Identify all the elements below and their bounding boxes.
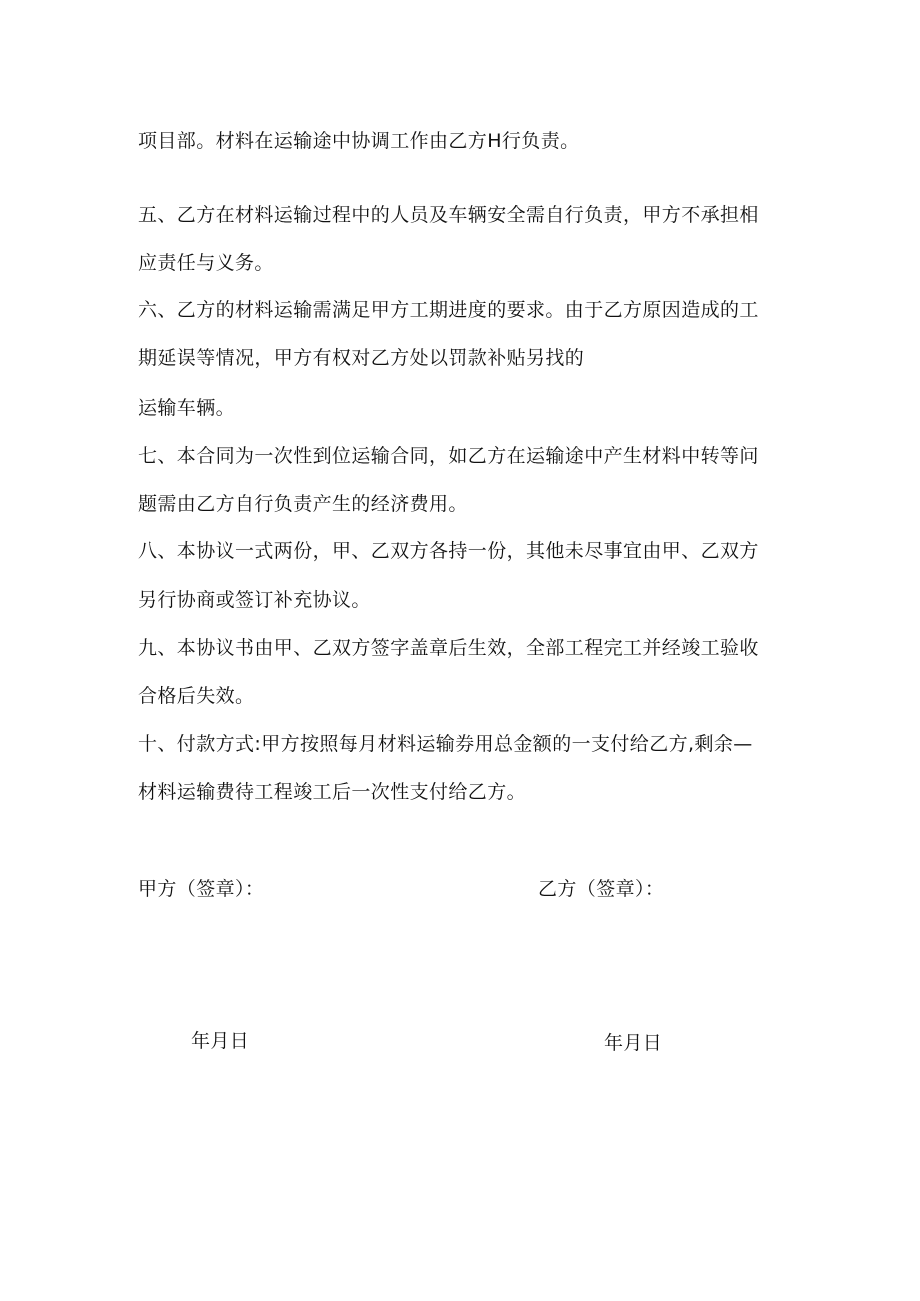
clause-6-line-3: 运输车辆。 [138,397,236,419]
clause-10-line-1: 十、付款方式:甲方按照每月材料运输券用总金额的一支付给乙方,剩余— [138,733,753,755]
clause-8-line-1: 八、本协议一式两份，甲、乙双方各持一份，其他未尽事宜由甲、乙双方 [138,540,759,562]
clause-7-line-2: 题需由乙方自行负责产生的经济费用。 [138,493,468,515]
clause-9-line-1: 九、本协议书由甲、乙双方签字盖章后生效，全部工程完工并经竣工验收 [138,637,759,659]
clause-10-line-2: 材料运输费待工程竣工后一次性支付给乙方。 [138,781,527,803]
clause-6-line-1: 六、乙方的材料运输需满足甲方工期进度的要求。由于乙方原因造成的工 [138,299,759,321]
party-b-signature-label: 乙方（签章）： [538,878,665,900]
clause-5-line-2: 应责任与义务。 [138,252,274,274]
clause-7-line-1: 七、本合同为一次性到位运输合同，如乙方在运输途中产生材料中转等问 [138,445,759,467]
party-b-date: 年月日 [604,1032,663,1054]
text-line: 项目部。材料在运输途中协调工作由乙方H行负责。 [138,130,580,152]
clause-9-line-2: 合格后失效。 [138,685,255,707]
party-a-signature-label: 甲方（签章）： [138,878,265,900]
party-a-date: 年月日 [191,1030,250,1052]
clause-6-line-2: 期延误等情况，甲方有权对乙方处以罚款补贴另找的 [138,347,585,369]
clause-8-line-2: 另行协商或签订补充协议。 [138,589,371,611]
clause-5-line-1: 五、乙方在材料运输过程中的人员及车辆安全需自行负责，甲方不承担相 [138,204,759,226]
